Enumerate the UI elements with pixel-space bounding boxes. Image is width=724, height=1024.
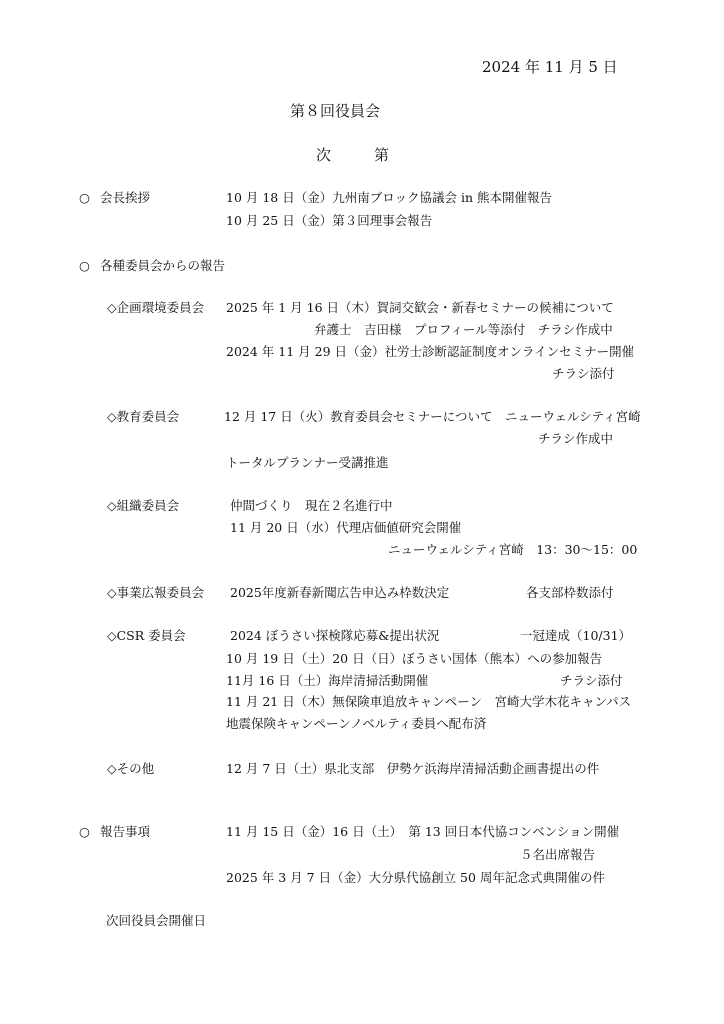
education-line-3: トータルプランナー受講推進 — [226, 455, 389, 470]
csr-line-5: 地震保険キャンペーンノベルティ委員へ配布済 — [226, 716, 487, 731]
planning-committee-label: ◇企画環境委員会 — [107, 300, 205, 315]
pr-line-1-note: 各支部枠数添付 — [526, 585, 614, 600]
other-label: ◇その他 — [107, 761, 155, 776]
committees-label: 各種委員会からの報告 — [100, 258, 226, 273]
planning-line-4: チラシ添付 — [552, 366, 615, 381]
greeting-line-2: 10 月 25 日（金）第３回理事会報告 — [226, 213, 433, 228]
organization-committee-label: ◇組織委員会 — [107, 498, 180, 513]
education-line-2: チラシ作成中 — [538, 431, 614, 446]
other-line-1: 12 月 7 日（土）県北支部 伊勢ケ浜海岸清掃活動企画書提出の件 — [226, 761, 600, 776]
csr-line-3-note: チラシ添付 — [560, 673, 623, 688]
organization-line-2: 11 月 20 日（水）代理店価値研究会開催 — [230, 520, 462, 535]
organization-line-1: 仲間づくり 現在２名進行中 — [230, 498, 393, 513]
organization-line-3: ニューウェルシティ宮崎 13：30～15：00 — [388, 542, 638, 557]
planning-line-3: 2024 年 11 月 29 日（金）社労士診断認証制度オンラインセミナー開催 — [226, 344, 635, 359]
reports-line-3: 2025 年 3 月 7 日（金）大分県代協創立 50 周年記念式典開催の件 — [226, 870, 605, 885]
greeting-label: 会長挨拶 — [100, 190, 151, 205]
csr-line-1-note: 一冠達成（10/31） — [520, 628, 632, 643]
document-subtitle: 次 第 — [316, 146, 404, 164]
reports-label: 報告事項 — [100, 824, 151, 839]
planning-line-2: 弁護士 吉田様 プロフィール等添付 チラシ作成中 — [314, 322, 613, 337]
csr-line-4: 11 月 21 日（木）無保険車追放キャンペーン 宮崎大学木花キャンパス — [226, 694, 632, 709]
greeting-line-1: 10 月 18 日（金）九州南ブロック協議会 in 熊本開催報告 — [226, 190, 552, 205]
planning-line-1: 2025 年 1 月 16 日（木）賀詞交歓会・新春セミナーの候補について — [226, 300, 614, 315]
reports-line-2: ５名出席報告 — [520, 847, 596, 862]
greeting-bullet: ○ — [79, 190, 90, 205]
education-line-1: 12 月 17 日（火）教育委員会セミナーについて ニューウェルシティ宮崎 — [224, 409, 641, 424]
education-committee-label: ◇教育委員会 — [107, 409, 180, 424]
reports-bullet: ○ — [79, 824, 90, 839]
pr-line-1: 2025年度新春新聞広告申込み枠数決定 — [230, 585, 450, 600]
committees-bullet: ○ — [79, 258, 90, 273]
reports-line-1: 11 月 15 日（金）16 日（土） 第 13 回日本代協コンベンション開催 — [226, 824, 620, 839]
csr-line-1: 2024 ぼうさい探検隊応募&提出状況 — [230, 628, 440, 643]
pr-committee-label: ◇事業広報委員会 — [107, 585, 205, 600]
csr-line-2: 10 月 19 日（土）20 日（日）ぼうさい国体（熊本）への参加報告 — [226, 651, 603, 666]
csr-line-3: 11月 16 日（土）海岸清掃活動開催 — [226, 673, 429, 688]
document-date: 2024 年 11 月 5 日 — [482, 58, 618, 76]
document-title: 第８回役員会 — [290, 102, 381, 120]
csr-committee-label: ◇CSR 委員会 — [107, 628, 186, 643]
next-meeting-label: 次回役員会開催日 — [106, 913, 207, 928]
